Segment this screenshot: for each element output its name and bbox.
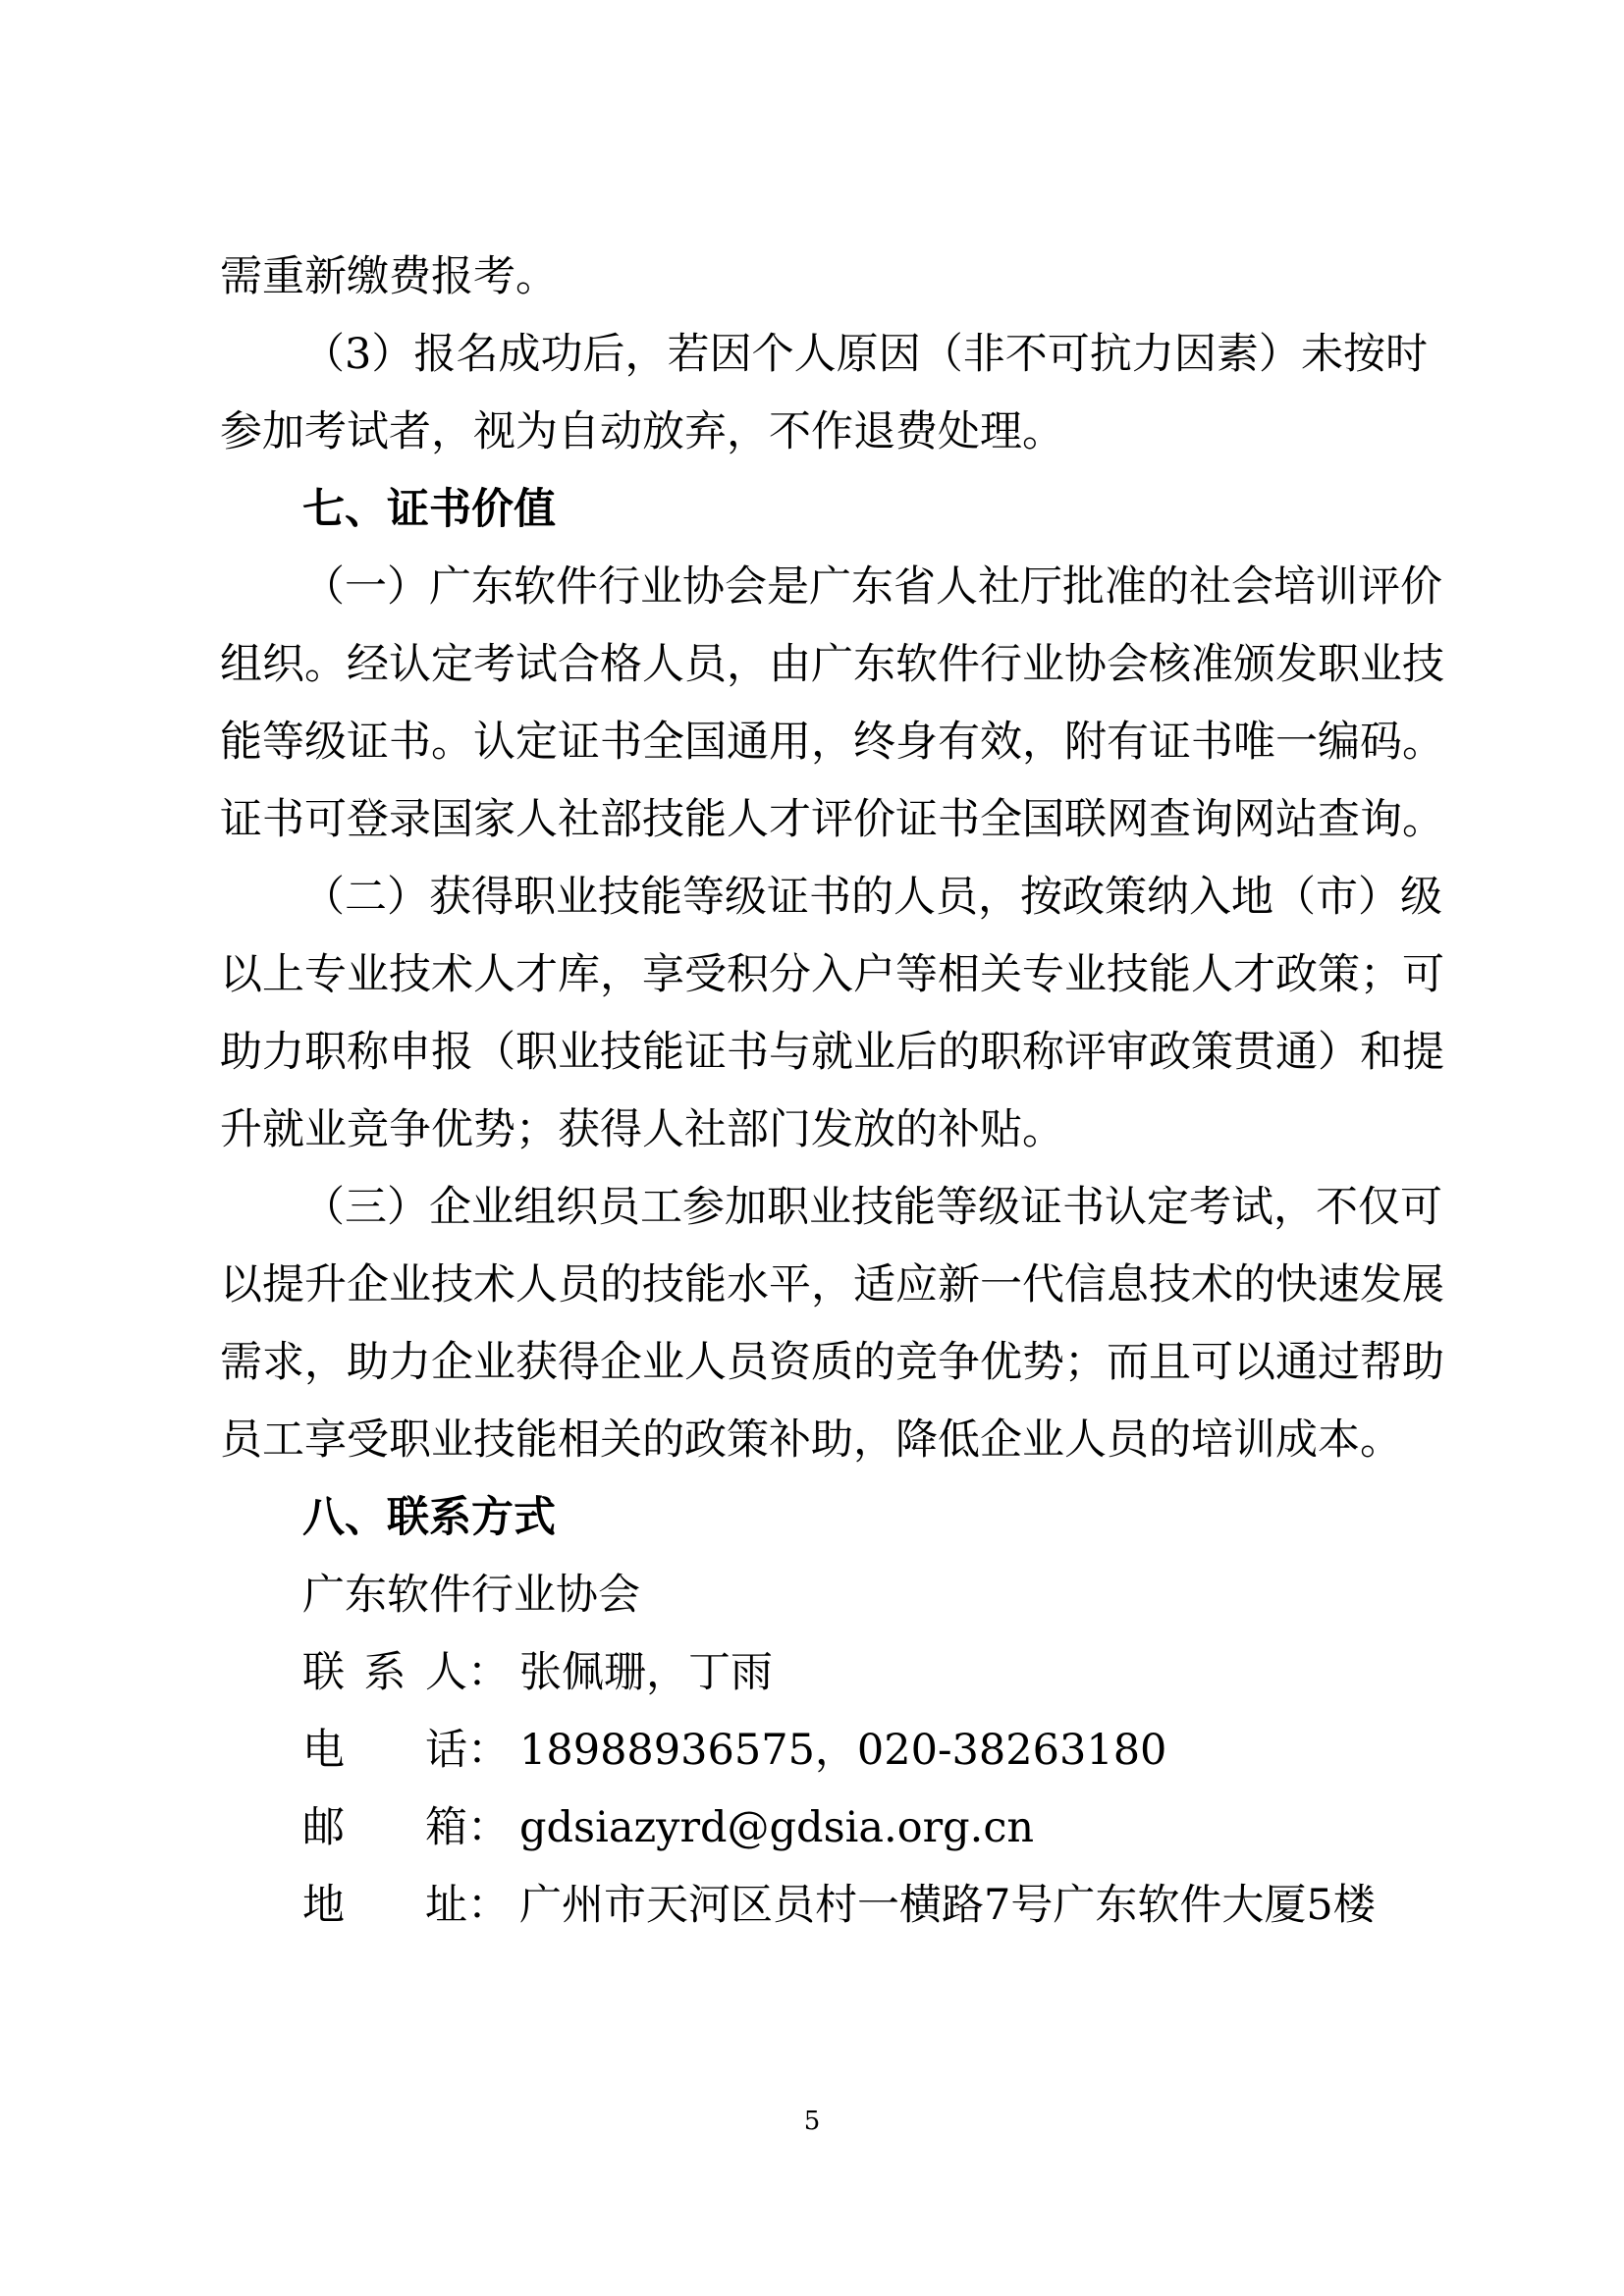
contact-row-phone <box>302 1721 1166 1780</box>
contact-row-email <box>302 1798 1034 1857</box>
text-line: （二）获得职业技能等级证书的人员，按政策纳入地（市）级 <box>302 873 1442 922</box>
text-line: （3）报名成功后，若因个人原因（非不可抗力因素）未按时 <box>302 330 1428 379</box>
contact-separator: ： <box>467 1726 510 1775</box>
text-line: 参加考试者，视为自动放弃，不作退费处理。 <box>220 407 1064 456</box>
contact-organization: 广东软件行业协会 <box>302 1571 640 1620</box>
page-number: 5 <box>803 2107 821 2136</box>
section-heading: 七、证书价值 <box>302 485 556 534</box>
contact-label: 邮箱 <box>302 1803 467 1852</box>
contact-value: 广州市天河区员村一横路7号广东软件大厦5楼 <box>519 1881 1376 1930</box>
text-line: 以上专业技术人才库，享受积分入户等相关专业技能人才政策；可 <box>220 950 1444 999</box>
contact-row-address <box>302 1876 1376 1935</box>
text-line: 以提升企业技术人员的技能水平，适应新一代信息技术的快速发展 <box>220 1260 1444 1309</box>
contact-row-person <box>302 1643 773 1702</box>
contact-separator: ： <box>467 1881 510 1930</box>
contact-label: 地址 <box>302 1881 467 1930</box>
contact-value: gdsiazyrd@gdsia.org.cn <box>519 1803 1035 1852</box>
section-heading: 八、联系方式 <box>302 1493 556 1542</box>
contact-label: 电话 <box>302 1726 467 1775</box>
text-line: 员工享受职业技能相关的政策补助，降低企业人员的培训成本。 <box>220 1415 1402 1465</box>
contact-value: 18988936575，020-38263180 <box>519 1726 1167 1775</box>
text-line: 升就业竞争优势；获得人社部门发放的补贴。 <box>220 1105 1064 1154</box>
contact-label: 联系人 <box>302 1648 467 1697</box>
contact-value: 张佩珊，丁雨 <box>519 1648 773 1697</box>
text-line: 助力职称申报（职业技能证书与就业后的职称评审政策贯通）和提 <box>220 1028 1444 1077</box>
text-line: （三）企业组织员工参加职业技能等级证书认定考试，不仅可 <box>302 1183 1442 1232</box>
contact-separator: ： <box>467 1648 510 1697</box>
text-line: 需求，助力企业获得企业人员资质的竞争优势；而且可以通过帮助 <box>220 1338 1444 1387</box>
contact-separator: ： <box>467 1803 510 1852</box>
text-line: （一）广东软件行业协会是广东省人社厅批准的社会培训评价 <box>302 562 1442 612</box>
text-line: 证书可登录国家人社部技能人才评价证书全国联网查询网站查询。 <box>220 795 1444 844</box>
text-line: 组织。经认定考试合格人员，由广东软件行业协会核准颁发职业技 <box>220 640 1444 689</box>
text-line: 能等级证书。认定证书全国通用，终身有效，附有证书唯一编码。 <box>220 718 1444 767</box>
text-line: 需重新缴费报考。 <box>220 252 558 301</box>
